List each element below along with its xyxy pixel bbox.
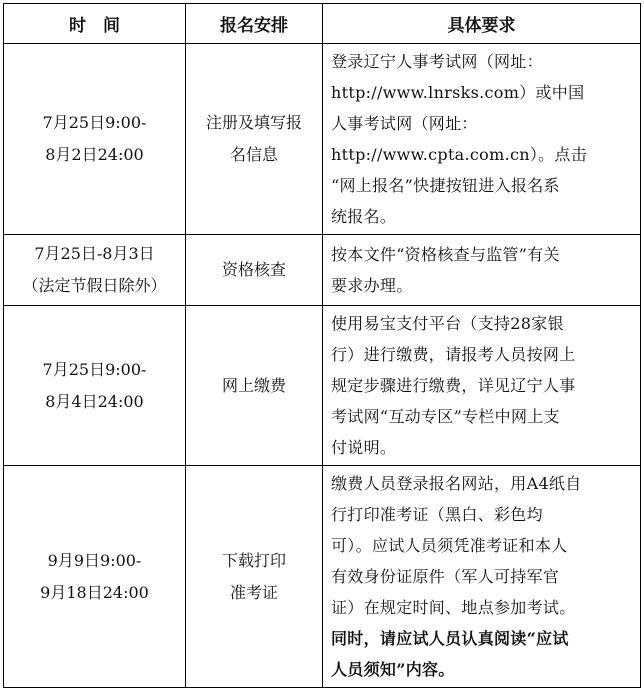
time-line: 9月9日9:00-: [47, 550, 142, 570]
requirement-line: http://www.cpta.com.cn）。点击: [331, 145, 588, 164]
table-row: [4, 44, 641, 235]
requirement-line: 按本文件“资格核查与监管”有关: [331, 245, 560, 264]
requirement-line: 行打印准考证（黑白、彩色均: [331, 505, 543, 524]
requirement-bold-line: 人员须知”内容。: [331, 660, 455, 679]
requirement-cell: [323, 235, 641, 306]
time-cell: [4, 306, 186, 466]
arrangement-cell: [186, 306, 323, 466]
requirement-cell: [323, 466, 641, 688]
arrangement-line: 准考证: [229, 582, 278, 602]
requirement-line: 使用易宝支付平台（支持28家银: [331, 314, 564, 333]
requirement-line: 规定步骤进行缴费，详见辽宁人事: [331, 376, 576, 395]
time-cell: [4, 44, 186, 235]
registration-schedule-table: [3, 3, 641, 688]
time-line: （法定节假日除外）: [22, 276, 167, 295]
table-row: [4, 306, 641, 466]
header-arrangement: 报名安排: [186, 4, 323, 44]
arrangement-cell: [186, 466, 323, 688]
requirement-cell: [323, 44, 641, 235]
requirement-line: 统报名。: [331, 207, 397, 226]
requirement-line: 付说明。: [331, 438, 397, 457]
table-header-row: [4, 4, 641, 44]
time-line: 7月25日9:00-: [42, 113, 147, 132]
requirement-line: 可）。应试人员须凭准考证和本人: [331, 536, 568, 555]
requirement-line: 缴费人员登录报名网站，用A4纸自: [331, 474, 582, 493]
requirement-line: 行）进行缴费，请报考人员按网上: [331, 345, 576, 364]
requirement-line: 要求办理。: [331, 276, 413, 295]
time-line: 8月4日24:00: [45, 391, 144, 411]
requirement-line: http://www.lnrsks.com）或中国: [331, 83, 585, 102]
requirement-line: 人事考试网（网址：: [331, 114, 478, 133]
arrangement-line: 注册及填写报: [205, 113, 302, 132]
time-line: 9月18日24:00: [40, 582, 149, 602]
time-line: 7月25日9:00-: [42, 359, 147, 379]
arrangement-line: 网上缴费: [221, 375, 286, 395]
header-time: 时 间: [4, 4, 186, 44]
requirement-line: 有效身份证原件（军人可持军官: [331, 567, 560, 586]
header-requirements: 具体要求: [323, 4, 641, 44]
table-row: [4, 466, 641, 688]
table-row: [4, 235, 641, 306]
time-cell: [4, 235, 186, 306]
time-cell: [4, 466, 186, 688]
arrangement-line: 下载打印: [221, 550, 286, 570]
requirement-line: “网上报名”快捷按钮进入报名系: [331, 176, 560, 195]
arrangement-cell: [186, 44, 323, 235]
arrangement-line: 名信息: [229, 145, 278, 164]
requirement-line: 考试网“互动专区”专栏中网上支: [331, 407, 560, 426]
requirement-cell: [323, 306, 641, 466]
requirement-line: 证）在规定时间、地点参加考试。: [331, 598, 576, 617]
requirement-bold-line: 同时，请应试人员认真阅读“应试: [331, 629, 569, 648]
arrangement-cell: [186, 235, 323, 306]
time-line: 8月2日24:00: [45, 145, 144, 164]
time-line: 7月25日-8月3日: [34, 244, 155, 263]
requirement-line: 登录辽宁人事考试网（网址：: [331, 52, 543, 71]
arrangement-line: 资格核查: [221, 260, 286, 279]
